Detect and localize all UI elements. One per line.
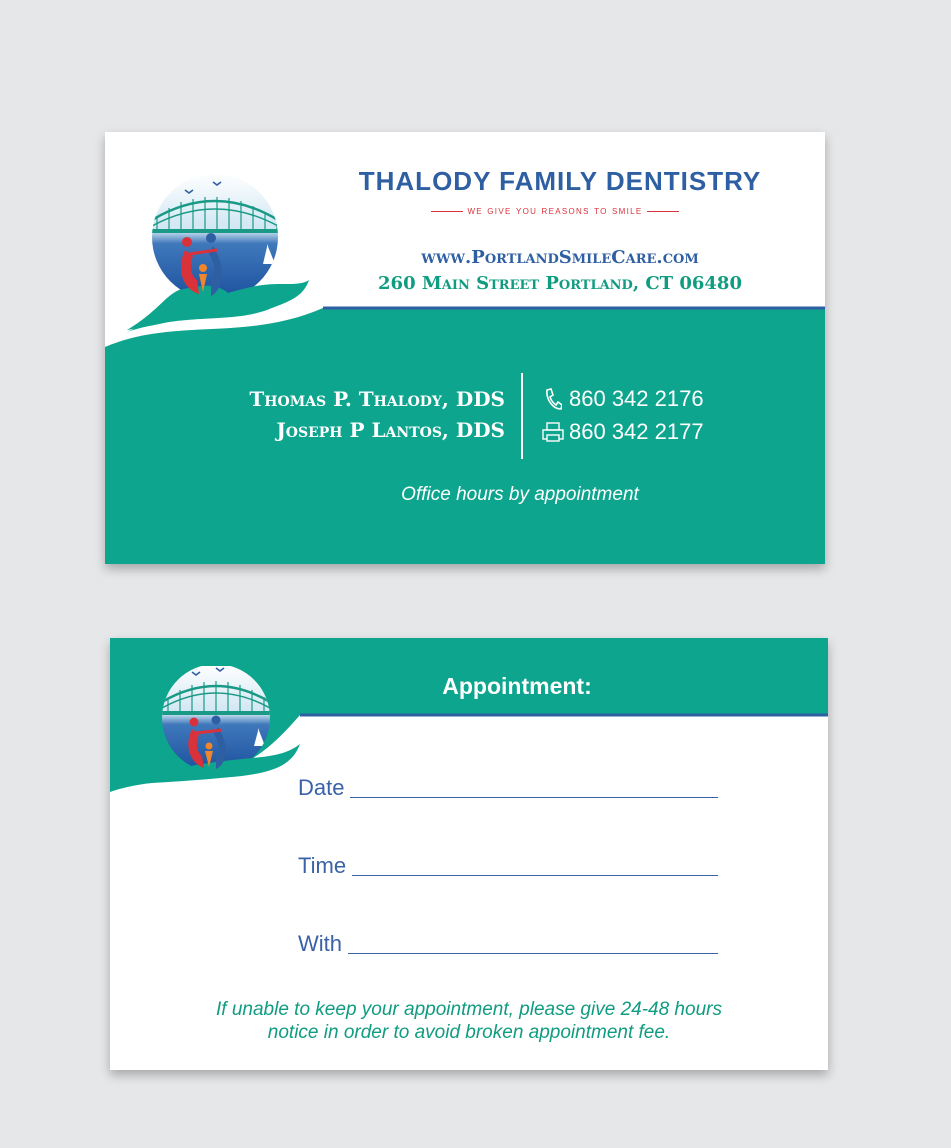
tagline-rule-left [431, 211, 463, 212]
date-line [350, 777, 718, 798]
fax-row [541, 415, 704, 448]
address: 260 Main Street Portland, CT 06480 [378, 273, 742, 294]
with-line [348, 933, 718, 954]
contact-numbers [541, 382, 704, 448]
tagline-rule-right [647, 211, 679, 212]
phone-row [541, 382, 704, 415]
business-card-back [110, 638, 828, 1070]
time-label: Time [298, 853, 347, 878]
doctor-list [145, 384, 505, 446]
phone-number: 860 342 2176 [569, 386, 704, 411]
notice-line: If unable to keep your appointment, please give 24-48 hours [216, 999, 722, 1020]
with-label: With [298, 931, 342, 956]
business-card-front [105, 132, 825, 564]
fax-icon [541, 422, 565, 442]
tagline-text: we give you reasons to smile [467, 205, 643, 217]
clinic-name: THALODY FAMILY DENTISTRY [358, 166, 762, 196]
tagline [385, 205, 725, 217]
with-field [298, 931, 718, 957]
bridge-logo [127, 172, 317, 332]
date-label: Date [298, 775, 345, 800]
notice-line: notice in order to avoid broken appointment fee. [267, 1022, 671, 1043]
date-field [298, 775, 718, 801]
appointment-title: Appointment: [442, 673, 592, 699]
office-hours: Office hours by appointment [401, 484, 639, 505]
time-field [298, 853, 718, 879]
phone-icon [541, 388, 565, 410]
doctor-name: Joseph P Lantos, DDS [276, 418, 505, 442]
fax-number: 860 342 2177 [569, 419, 704, 444]
divider [521, 373, 523, 459]
time-line [352, 855, 718, 876]
cancellation-notice [140, 998, 798, 1044]
bridge-logo [132, 666, 302, 796]
website: www.PortlandSmileCare.com [421, 247, 699, 268]
doctor-name: Thomas P. Thalody, DDS [249, 387, 505, 411]
